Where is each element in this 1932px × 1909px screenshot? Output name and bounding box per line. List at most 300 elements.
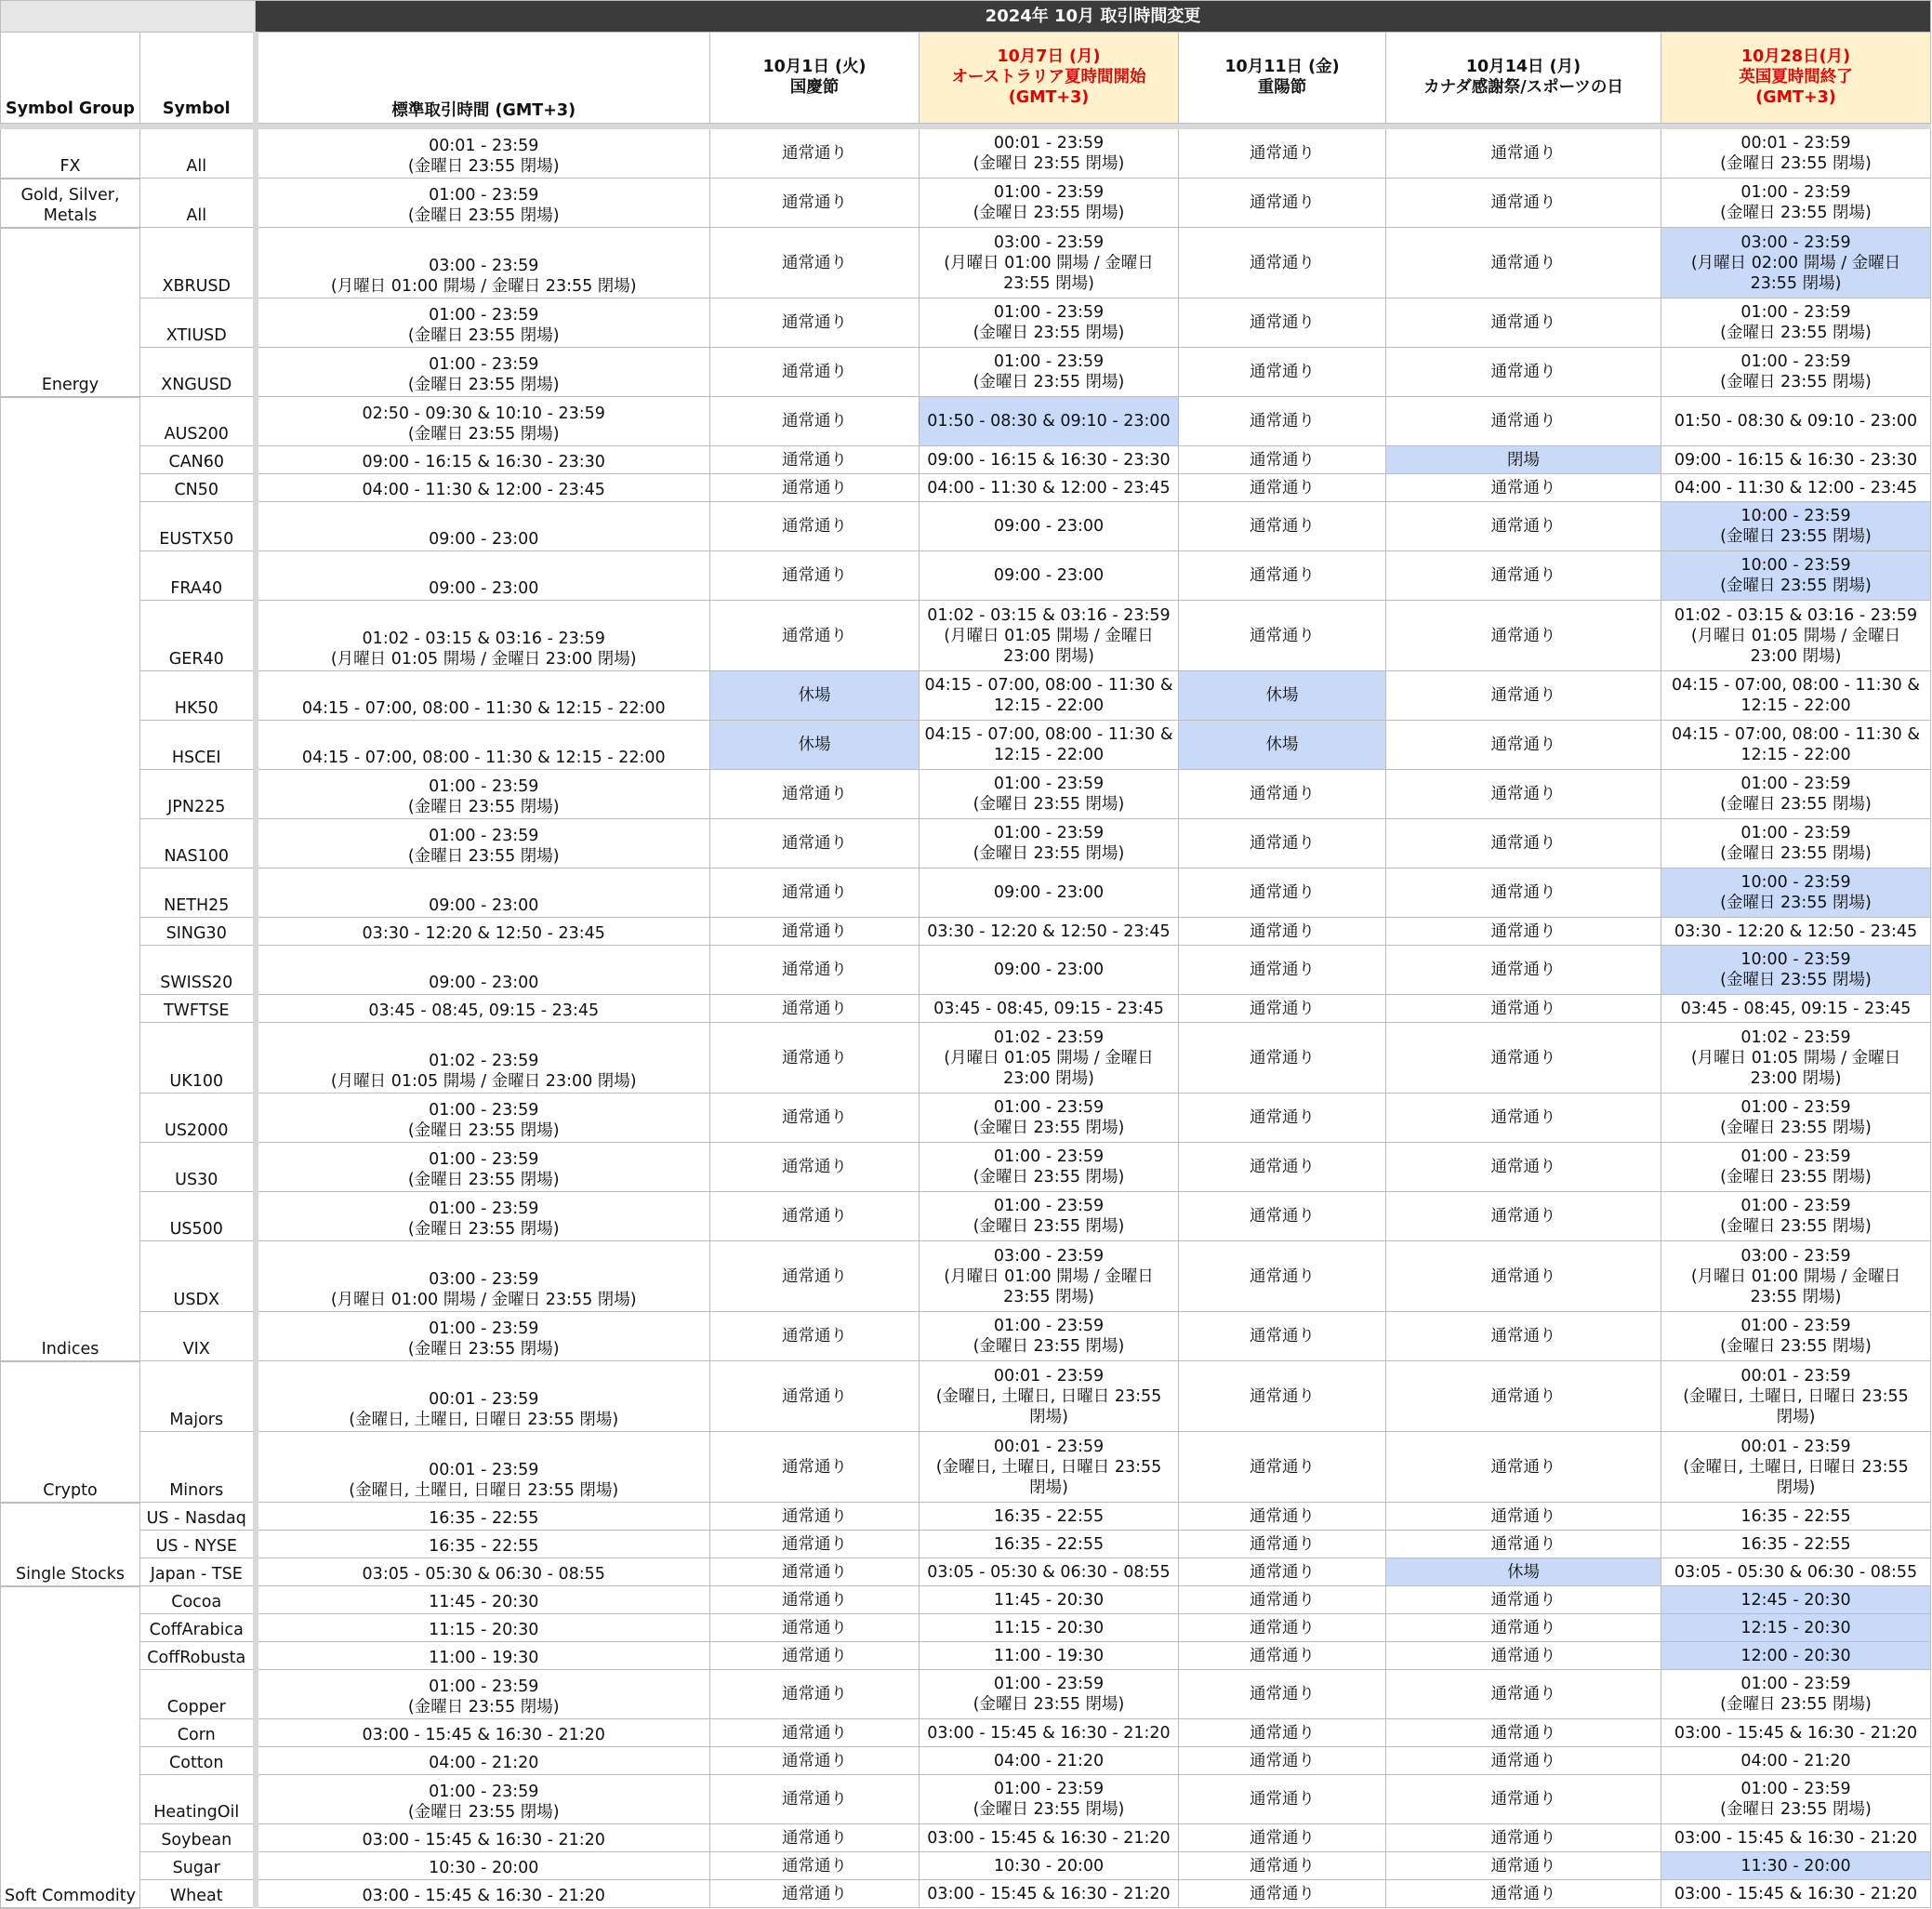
- header-oct-28: 10月28日(月) 英国夏時間終了 (GMT+3): [1661, 33, 1931, 124]
- symbol-cell: Minors: [140, 1432, 256, 1503]
- symbol-cell: HK50: [140, 671, 256, 721]
- oct-14-cell: 通常通り: [1386, 298, 1661, 348]
- oct-28-cell: 01:02 - 23:59 (月曜日 01:05 開場 / 金曜日 23:00 閉場): [1661, 1023, 1931, 1094]
- oct-14-cell: 通常通り: [1386, 819, 1661, 868]
- standard-hours-cell: 01:02 - 03:15 & 03:16 - 23:59 (月曜日 01:05 開場 / 金曜日 23:00 閉場): [256, 601, 710, 671]
- oct-1-cell: 通常通り: [710, 446, 920, 474]
- oct-28-cell: 00:01 - 23:59 (金曜日, 土曜日, 日曜日 23:55 閉場): [1661, 1361, 1931, 1432]
- oct-1-cell: 通常通り: [710, 1312, 920, 1361]
- oct-11-cell: 通常通り: [1179, 770, 1386, 819]
- oct-14-cell: 通常通り: [1386, 1192, 1661, 1241]
- standard-hours-cell: 09:00 - 23:00: [256, 502, 710, 551]
- oct-1-cell: 通常通り: [710, 868, 920, 918]
- oct-28-cell: 04:00 - 21:20: [1661, 1747, 1931, 1775]
- oct-11-cell: 通常通り: [1179, 601, 1386, 671]
- header-standard-hours: 標準取引時間 (GMT+3): [256, 33, 710, 124]
- oct-28-cell: 01:00 - 23:59 (金曜日 23:55 閉場): [1661, 1094, 1931, 1143]
- table-row: [1, 1586, 1931, 1614]
- table-row: [1, 1824, 1931, 1852]
- oct-14-cell: 閉場: [1386, 446, 1661, 474]
- oct-1-cell: 通常通り: [710, 1824, 920, 1852]
- oct-1-cell: 通常通り: [710, 348, 920, 397]
- symbol-group-cell: Energy: [1, 228, 140, 397]
- oct-28-cell: 03:30 - 12:20 & 12:50 - 23:45: [1661, 918, 1931, 946]
- oct-7-cell: 09:00 - 23:00: [920, 502, 1179, 551]
- oct-28-cell: 16:35 - 22:55: [1661, 1531, 1931, 1558]
- oct-14-cell: 通常通り: [1386, 1775, 1661, 1824]
- symbol-cell: EUSTX50: [140, 502, 256, 551]
- oct-7-cell: 01:00 - 23:59 (金曜日 23:55 閉場): [920, 1143, 1179, 1192]
- symbol-cell: XBRUSD: [140, 228, 256, 298]
- oct-28-cell: 00:01 - 23:59 (金曜日, 土曜日, 日曜日 23:55 閉場): [1661, 1432, 1931, 1503]
- oct-11-cell: 通常通り: [1179, 1361, 1386, 1432]
- oct-1-cell: 休場: [710, 721, 920, 770]
- symbol-cell: XTIUSD: [140, 298, 256, 348]
- oct-14-cell: 通常通り: [1386, 1614, 1661, 1642]
- oct-7-cell: 01:50 - 08:30 & 09:10 - 23:00: [920, 397, 1179, 446]
- column-header-row: [1, 33, 1931, 124]
- standard-hours-cell: 01:00 - 23:59 (金曜日 23:55 閉場): [256, 1192, 710, 1241]
- table-row: [1, 721, 1931, 770]
- oct-28-cell: 01:00 - 23:59 (金曜日 23:55 閉場): [1661, 298, 1931, 348]
- oct-11-cell: 通常通り: [1179, 1241, 1386, 1312]
- oct-11-cell: 通常通り: [1179, 1503, 1386, 1531]
- standard-hours-cell: 03:00 - 15:45 & 16:30 - 21:20: [256, 1719, 710, 1747]
- oct-28-cell: 00:01 - 23:59 (金曜日 23:55 閉場): [1661, 129, 1931, 179]
- oct-28-cell: 03:00 - 15:45 & 16:30 - 21:20: [1661, 1824, 1931, 1852]
- oct-11-cell: 通常通り: [1179, 1312, 1386, 1361]
- oct-1-cell: 通常通り: [710, 397, 920, 446]
- oct-11-cell: 通常通り: [1179, 1586, 1386, 1614]
- oct-28-cell: 03:00 - 23:59 (月曜日 02:00 開場 / 金曜日 23:55 閉場): [1661, 228, 1931, 298]
- standard-hours-cell: 03:30 - 12:20 & 12:50 - 23:45: [256, 918, 710, 946]
- table-row: [1, 1192, 1931, 1241]
- oct-28-cell: 09:00 - 16:15 & 16:30 - 23:30: [1661, 446, 1931, 474]
- oct-1-cell: 通常通り: [710, 551, 920, 601]
- oct-14-cell: 通常通り: [1386, 1143, 1661, 1192]
- oct-28-cell: 04:00 - 11:30 & 12:00 - 23:45: [1661, 474, 1931, 502]
- standard-hours-cell: 00:01 - 23:59 (金曜日 23:55 閉場): [256, 129, 710, 179]
- oct-14-cell: 通常通り: [1386, 1023, 1661, 1094]
- oct-14-cell: 通常通り: [1386, 1503, 1661, 1531]
- oct-7-cell: 01:00 - 23:59 (金曜日 23:55 閉場): [920, 1094, 1179, 1143]
- oct-7-cell: 03:00 - 15:45 & 16:30 - 21:20: [920, 1880, 1179, 1908]
- standard-hours-cell: 01:00 - 23:59 (金曜日 23:55 閉場): [256, 1670, 710, 1719]
- standard-hours-cell: 01:00 - 23:59 (金曜日 23:55 閉場): [256, 1312, 710, 1361]
- oct-1-cell: 休場: [710, 671, 920, 721]
- oct-28-cell: 01:50 - 08:30 & 09:10 - 23:00: [1661, 397, 1931, 446]
- oct-28-cell: 16:35 - 22:55: [1661, 1503, 1931, 1531]
- symbol-cell: AUS200: [140, 397, 256, 446]
- oct-14-cell: 通常通り: [1386, 1094, 1661, 1143]
- oct-28-cell: 03:00 - 15:45 & 16:30 - 21:20: [1661, 1719, 1931, 1747]
- symbol-group-cell: Single Stocks: [1, 1503, 140, 1586]
- oct-1-cell: 通常通り: [710, 1670, 920, 1719]
- standard-hours-cell: 01:00 - 23:59 (金曜日 23:55 閉場): [256, 348, 710, 397]
- oct-11-cell: 通常通り: [1179, 1143, 1386, 1192]
- oct-14-cell: 通常通り: [1386, 946, 1661, 995]
- oct-7-cell: 04:15 - 07:00, 08:00 - 11:30 & 12:15 - 22:00: [920, 671, 1179, 721]
- oct-11-cell: 通常通り: [1179, 474, 1386, 502]
- standard-hours-cell: 04:15 - 07:00, 08:00 - 11:30 & 12:15 - 22:00: [256, 671, 710, 721]
- oct-1-cell: 通常通り: [710, 1241, 920, 1312]
- table-row: [1, 1880, 1931, 1908]
- oct-1-cell: 通常通り: [710, 502, 920, 551]
- oct-14-cell: 通常通り: [1386, 1747, 1661, 1775]
- oct-14-cell: 通常通り: [1386, 1670, 1661, 1719]
- oct-7-cell: 01:00 - 23:59 (金曜日 23:55 閉場): [920, 298, 1179, 348]
- symbol-cell: Corn: [140, 1719, 256, 1747]
- oct-1-cell: 通常通り: [710, 601, 920, 671]
- symbol-cell: All: [140, 179, 256, 228]
- oct-11-cell: 通常通り: [1179, 819, 1386, 868]
- oct-7-cell: 01:00 - 23:59 (金曜日 23:55 閉場): [920, 179, 1179, 228]
- standard-hours-cell: 11:45 - 20:30: [256, 1586, 710, 1614]
- oct-11-cell: 通常通り: [1179, 397, 1386, 446]
- standard-hours-cell: 01:00 - 23:59 (金曜日 23:55 閉場): [256, 770, 710, 819]
- banner-spacer: [1, 1, 256, 33]
- standard-hours-cell: 04:15 - 07:00, 08:00 - 11:30 & 12:15 - 22:00: [256, 721, 710, 770]
- oct-11-cell: 通常通り: [1179, 1094, 1386, 1143]
- oct-11-cell: 通常通り: [1179, 228, 1386, 298]
- oct-11-cell: 通常通り: [1179, 1558, 1386, 1586]
- oct-28-cell: 11:30 - 20:00: [1661, 1852, 1931, 1880]
- oct-28-cell: 10:00 - 23:59 (金曜日 23:55 閉場): [1661, 868, 1931, 918]
- oct-1-cell: 通常通り: [710, 1852, 920, 1880]
- oct-1-cell: 通常通り: [710, 1192, 920, 1241]
- oct-7-cell: 01:00 - 23:59 (金曜日 23:55 閉場): [920, 1775, 1179, 1824]
- standard-hours-cell: 03:00 - 23:59 (月曜日 01:00 開場 / 金曜日 23:55 閉場): [256, 228, 710, 298]
- header-oct-11: 10月11日 (金) 重陽節: [1179, 33, 1386, 124]
- oct-11-cell: 通常通り: [1179, 1747, 1386, 1775]
- symbol-cell: Majors: [140, 1361, 256, 1432]
- oct-14-cell: 通常通り: [1386, 228, 1661, 298]
- symbol-group-cell: Soft Commodity: [1, 1586, 140, 1908]
- standard-hours-cell: 01:00 - 23:59 (金曜日 23:55 閉場): [256, 179, 710, 228]
- symbol-cell: US - Nasdaq: [140, 1503, 256, 1531]
- table-row: [1, 1503, 1931, 1531]
- oct-11-cell: 通常通り: [1179, 1719, 1386, 1747]
- oct-14-cell: 通常通り: [1386, 1719, 1661, 1747]
- oct-14-cell: 通常通り: [1386, 1361, 1661, 1432]
- oct-7-cell: 11:00 - 19:30: [920, 1642, 1179, 1670]
- standard-hours-cell: 00:01 - 23:59 (金曜日, 土曜日, 日曜日 23:55 閉場): [256, 1361, 710, 1432]
- oct-11-cell: 通常通り: [1179, 129, 1386, 179]
- oct-14-cell: 休場: [1386, 1558, 1661, 1586]
- oct-28-cell: 01:00 - 23:59 (金曜日 23:55 閉場): [1661, 179, 1931, 228]
- oct-28-cell: 01:00 - 23:59 (金曜日 23:55 閉場): [1661, 770, 1931, 819]
- oct-14-cell: 通常通り: [1386, 397, 1661, 446]
- oct-1-cell: 通常通り: [710, 1558, 920, 1586]
- oct-11-cell: 通常通り: [1179, 1670, 1386, 1719]
- oct-28-cell: 01:00 - 23:59 (金曜日 23:55 閉場): [1661, 1192, 1931, 1241]
- table-row: [1, 1775, 1931, 1824]
- oct-14-cell: 通常通り: [1386, 1852, 1661, 1880]
- oct-14-cell: 通常通り: [1386, 1824, 1661, 1852]
- table-row: [1, 1432, 1931, 1503]
- oct-14-cell: 通常通り: [1386, 179, 1661, 228]
- oct-7-cell: 03:00 - 23:59 (月曜日 01:00 開場 / 金曜日 23:55 閉場): [920, 1241, 1179, 1312]
- oct-11-cell: 通常通り: [1179, 446, 1386, 474]
- table-row: [1, 1747, 1931, 1775]
- oct-1-cell: 通常通り: [710, 1143, 920, 1192]
- table-row: [1, 1670, 1931, 1719]
- oct-14-cell: 通常通り: [1386, 129, 1661, 179]
- table-row: [1, 995, 1931, 1023]
- symbol-cell: US30: [140, 1143, 256, 1192]
- oct-7-cell: 00:01 - 23:59 (金曜日, 土曜日, 日曜日 23:55 閉場): [920, 1432, 1179, 1503]
- table-row: [1, 1719, 1931, 1747]
- oct-1-cell: 通常通り: [710, 1361, 920, 1432]
- oct-14-cell: 通常通り: [1386, 1880, 1661, 1908]
- symbol-cell: Copper: [140, 1670, 256, 1719]
- oct-14-cell: 通常通り: [1386, 1642, 1661, 1670]
- symbol-cell: Sugar: [140, 1852, 256, 1880]
- oct-7-cell: 00:01 - 23:59 (金曜日 23:55 閉場): [920, 129, 1179, 179]
- symbol-cell: SING30: [140, 918, 256, 946]
- table-row: [1, 819, 1931, 868]
- table-row: [1, 397, 1931, 446]
- oct-14-cell: 通常通り: [1386, 671, 1661, 721]
- oct-7-cell: 01:00 - 23:59 (金曜日 23:55 閉場): [920, 1192, 1179, 1241]
- oct-28-cell: 03:45 - 08:45, 09:15 - 23:45: [1661, 995, 1931, 1023]
- table-row: [1, 918, 1931, 946]
- oct-7-cell: 09:00 - 16:15 & 16:30 - 23:30: [920, 446, 1179, 474]
- oct-1-cell: 通常通り: [710, 1747, 920, 1775]
- oct-7-cell: 01:00 - 23:59 (金曜日 23:55 閉場): [920, 819, 1179, 868]
- table-row: [1, 1531, 1931, 1558]
- symbol-cell: FRA40: [140, 551, 256, 601]
- symbol-cell: Cotton: [140, 1747, 256, 1775]
- oct-7-cell: 01:00 - 23:59 (金曜日 23:55 閉場): [920, 1312, 1179, 1361]
- oct-1-cell: 通常通り: [710, 1880, 920, 1908]
- oct-11-cell: 休場: [1179, 671, 1386, 721]
- oct-28-cell: 01:00 - 23:59 (金曜日 23:55 閉場): [1661, 348, 1931, 397]
- table-row: [1, 446, 1931, 474]
- oct-11-cell: 通常通り: [1179, 1880, 1386, 1908]
- oct-28-cell: 12:00 - 20:30: [1661, 1642, 1931, 1670]
- symbol-cell: UK100: [140, 1023, 256, 1094]
- standard-hours-cell: 01:00 - 23:59 (金曜日 23:55 閉場): [256, 1143, 710, 1192]
- symbol-cell: HeatingOil: [140, 1775, 256, 1824]
- standard-hours-cell: 02:50 - 09:30 & 10:10 - 23:59 (金曜日 23:55 閉場): [256, 397, 710, 446]
- oct-7-cell: 03:00 - 15:45 & 16:30 - 21:20: [920, 1719, 1179, 1747]
- oct-28-cell: 01:00 - 23:59 (金曜日 23:55 閉場): [1661, 1670, 1931, 1719]
- standard-hours-cell: 04:00 - 21:20: [256, 1747, 710, 1775]
- oct-11-cell: 通常通り: [1179, 1192, 1386, 1241]
- oct-28-cell: 03:00 - 23:59 (月曜日 01:00 開場 / 金曜日 23:55 閉場): [1661, 1241, 1931, 1312]
- oct-14-cell: 通常通り: [1386, 474, 1661, 502]
- oct-28-cell: 10:00 - 23:59 (金曜日 23:55 閉場): [1661, 502, 1931, 551]
- oct-28-cell: 01:00 - 23:59 (金曜日 23:55 閉場): [1661, 819, 1931, 868]
- table-row: [1, 770, 1931, 819]
- oct-28-cell: 01:02 - 03:15 & 03:16 - 23:59 (月曜日 01:05 開場 / 金曜日 23:00 閉場): [1661, 601, 1931, 671]
- oct-1-cell: 通常通り: [710, 1775, 920, 1824]
- symbol-cell: CoffArabica: [140, 1614, 256, 1642]
- oct-14-cell: 通常通り: [1386, 1312, 1661, 1361]
- standard-hours-cell: 09:00 - 16:15 & 16:30 - 23:30: [256, 446, 710, 474]
- symbol-cell: Wheat: [140, 1880, 256, 1908]
- table-row: [1, 474, 1931, 502]
- table-body: [1, 129, 1931, 1908]
- oct-11-cell: 通常通り: [1179, 1642, 1386, 1670]
- oct-11-cell: 通常通り: [1179, 868, 1386, 918]
- oct-14-cell: 通常通り: [1386, 770, 1661, 819]
- table-row: [1, 1558, 1931, 1586]
- standard-hours-cell: 03:45 - 08:45, 09:15 - 23:45: [256, 995, 710, 1023]
- oct-14-cell: 通常通り: [1386, 721, 1661, 770]
- banner-row: [1, 1, 1931, 33]
- header-symbol-group: Symbol Group: [1, 33, 140, 124]
- oct-11-cell: 通常通り: [1179, 995, 1386, 1023]
- header-oct-14: 10月14日 (月) カナダ感謝祭/スポーツの日: [1386, 33, 1661, 124]
- standard-hours-cell: 03:00 - 15:45 & 16:30 - 21:20: [256, 1880, 710, 1908]
- oct-7-cell: 04:00 - 11:30 & 12:00 - 23:45: [920, 474, 1179, 502]
- oct-1-cell: 通常通り: [710, 129, 920, 179]
- oct-1-cell: 通常通り: [710, 995, 920, 1023]
- table-row: [1, 1614, 1931, 1642]
- oct-7-cell: 01:00 - 23:59 (金曜日 23:55 閉場): [920, 1670, 1179, 1719]
- table-row: [1, 1023, 1931, 1094]
- header-symbol: Symbol: [140, 33, 256, 124]
- oct-11-cell: 通常通り: [1179, 1023, 1386, 1094]
- oct-28-cell: 12:45 - 20:30: [1661, 1586, 1931, 1614]
- standard-hours-cell: 01:00 - 23:59 (金曜日 23:55 閉場): [256, 298, 710, 348]
- oct-28-cell: 04:15 - 07:00, 08:00 - 11:30 & 12:15 - 22:00: [1661, 671, 1931, 721]
- oct-7-cell: 11:15 - 20:30: [920, 1614, 1179, 1642]
- oct-14-cell: 通常通り: [1386, 1531, 1661, 1558]
- oct-28-cell: 04:15 - 07:00, 08:00 - 11:30 & 12:15 - 22:00: [1661, 721, 1931, 770]
- oct-7-cell: 16:35 - 22:55: [920, 1531, 1179, 1558]
- table-row: [1, 671, 1931, 721]
- oct-11-cell: 通常通り: [1179, 1775, 1386, 1824]
- oct-14-cell: 通常通り: [1386, 551, 1661, 601]
- oct-28-cell: 10:00 - 23:59 (金曜日 23:55 閉場): [1661, 551, 1931, 601]
- oct-1-cell: 通常通り: [710, 228, 920, 298]
- oct-28-cell: 12:15 - 20:30: [1661, 1614, 1931, 1642]
- oct-7-cell: 10:30 - 20:00: [920, 1852, 1179, 1880]
- oct-11-cell: 通常通り: [1179, 551, 1386, 601]
- table-row: [1, 1361, 1931, 1432]
- symbol-cell: Soybean: [140, 1824, 256, 1852]
- oct-7-cell: 01:00 - 23:59 (金曜日 23:55 閉場): [920, 348, 1179, 397]
- standard-hours-cell: 09:00 - 23:00: [256, 868, 710, 918]
- oct-7-cell: 01:00 - 23:59 (金曜日 23:55 閉場): [920, 770, 1179, 819]
- oct-14-cell: 通常通り: [1386, 918, 1661, 946]
- oct-28-cell: 01:00 - 23:59 (金曜日 23:55 閉場): [1661, 1312, 1931, 1361]
- banner-title: 2024年 10月 取引時間変更: [256, 1, 1931, 33]
- oct-7-cell: 09:00 - 23:00: [920, 868, 1179, 918]
- table-row: [1, 348, 1931, 397]
- standard-hours-cell: 00:01 - 23:59 (金曜日, 土曜日, 日曜日 23:55 閉場): [256, 1432, 710, 1503]
- oct-28-cell: 01:00 - 23:59 (金曜日 23:55 閉場): [1661, 1143, 1931, 1192]
- table-row: [1, 551, 1931, 601]
- oct-1-cell: 通常通り: [710, 474, 920, 502]
- oct-11-cell: 通常通り: [1179, 1614, 1386, 1642]
- symbol-cell: Cocoa: [140, 1586, 256, 1614]
- oct-11-cell: 通常通り: [1179, 298, 1386, 348]
- oct-7-cell: 03:45 - 08:45, 09:15 - 23:45: [920, 995, 1179, 1023]
- symbol-cell: VIX: [140, 1312, 256, 1361]
- table-row: [1, 1852, 1931, 1880]
- oct-1-cell: 通常通り: [710, 1642, 920, 1670]
- oct-11-cell: 通常通り: [1179, 502, 1386, 551]
- oct-7-cell: 00:01 - 23:59 (金曜日, 土曜日, 日曜日 23:55 閉場): [920, 1361, 1179, 1432]
- oct-28-cell: 10:00 - 23:59 (金曜日 23:55 閉場): [1661, 946, 1931, 995]
- symbol-cell: US2000: [140, 1094, 256, 1143]
- oct-7-cell: 03:30 - 12:20 & 12:50 - 23:45: [920, 918, 1179, 946]
- table-row: [1, 1094, 1931, 1143]
- symbol-cell: NAS100: [140, 819, 256, 868]
- symbol-cell: XNGUSD: [140, 348, 256, 397]
- standard-hours-cell: 04:00 - 11:30 & 12:00 - 23:45: [256, 474, 710, 502]
- oct-1-cell: 通常通り: [710, 1719, 920, 1747]
- standard-hours-cell: 01:00 - 23:59 (金曜日 23:55 閉場): [256, 819, 710, 868]
- oct-1-cell: 通常通り: [710, 1614, 920, 1642]
- standard-hours-cell: 01:00 - 23:59 (金曜日 23:55 閉場): [256, 1094, 710, 1143]
- oct-14-cell: 通常通り: [1386, 1241, 1661, 1312]
- oct-1-cell: 通常通り: [710, 298, 920, 348]
- standard-hours-cell: 01:00 - 23:59 (金曜日 23:55 閉場): [256, 1775, 710, 1824]
- oct-14-cell: 通常通り: [1386, 601, 1661, 671]
- standard-hours-cell: 16:35 - 22:55: [256, 1503, 710, 1531]
- table-row: [1, 298, 1931, 348]
- standard-hours-cell: 03:00 - 23:59 (月曜日 01:00 開場 / 金曜日 23:55 閉場): [256, 1241, 710, 1312]
- oct-1-cell: 通常通り: [710, 179, 920, 228]
- oct-11-cell: 通常通り: [1179, 946, 1386, 995]
- oct-7-cell: 04:15 - 07:00, 08:00 - 11:30 & 12:15 - 22:00: [920, 721, 1179, 770]
- table-row: [1, 179, 1931, 228]
- oct-1-cell: 通常通り: [710, 770, 920, 819]
- symbol-cell: JPN225: [140, 770, 256, 819]
- table-row: [1, 228, 1931, 298]
- oct-28-cell: 01:00 - 23:59 (金曜日 23:55 閉場): [1661, 1775, 1931, 1824]
- standard-hours-cell: 09:00 - 23:00: [256, 946, 710, 995]
- table-row: [1, 601, 1931, 671]
- symbol-cell: TWFTSE: [140, 995, 256, 1023]
- symbol-cell: US - NYSE: [140, 1531, 256, 1558]
- symbol-cell: Japan - TSE: [140, 1558, 256, 1586]
- oct-7-cell: 01:02 - 23:59 (月曜日 01:05 開場 / 金曜日 23:00 閉場): [920, 1023, 1179, 1094]
- symbol-cell: GER40: [140, 601, 256, 671]
- oct-1-cell: 通常通り: [710, 1531, 920, 1558]
- standard-hours-cell: 11:00 - 19:30: [256, 1642, 710, 1670]
- oct-1-cell: 通常通り: [710, 946, 920, 995]
- header-oct-1: 10月1日 (火) 国慶節: [710, 33, 920, 124]
- table-row: [1, 129, 1931, 179]
- oct-28-cell: 03:05 - 05:30 & 06:30 - 08:55: [1661, 1558, 1931, 1586]
- oct-1-cell: 通常通り: [710, 819, 920, 868]
- header-oct-7: 10月7日 (月) オーストラリア夏時間開始 (GMT+3): [920, 33, 1179, 124]
- oct-1-cell: 通常通り: [710, 1023, 920, 1094]
- oct-7-cell: 09:00 - 23:00: [920, 551, 1179, 601]
- oct-7-cell: 11:45 - 20:30: [920, 1586, 1179, 1614]
- standard-hours-cell: 01:02 - 23:59 (月曜日 01:05 開場 / 金曜日 23:00 閉場): [256, 1023, 710, 1094]
- oct-11-cell: 通常通り: [1179, 179, 1386, 228]
- table-row: [1, 868, 1931, 918]
- symbol-cell: CAN60: [140, 446, 256, 474]
- standard-hours-cell: 10:30 - 20:00: [256, 1852, 710, 1880]
- oct-14-cell: 通常通り: [1386, 348, 1661, 397]
- oct-1-cell: 通常通り: [710, 1094, 920, 1143]
- symbol-cell: CoffRobusta: [140, 1642, 256, 1670]
- symbol-cell: HSCEI: [140, 721, 256, 770]
- oct-11-cell: 通常通り: [1179, 348, 1386, 397]
- oct-1-cell: 通常通り: [710, 1586, 920, 1614]
- table-row: [1, 502, 1931, 551]
- standard-hours-cell: 16:35 - 22:55: [256, 1531, 710, 1558]
- table-row: [1, 1241, 1931, 1312]
